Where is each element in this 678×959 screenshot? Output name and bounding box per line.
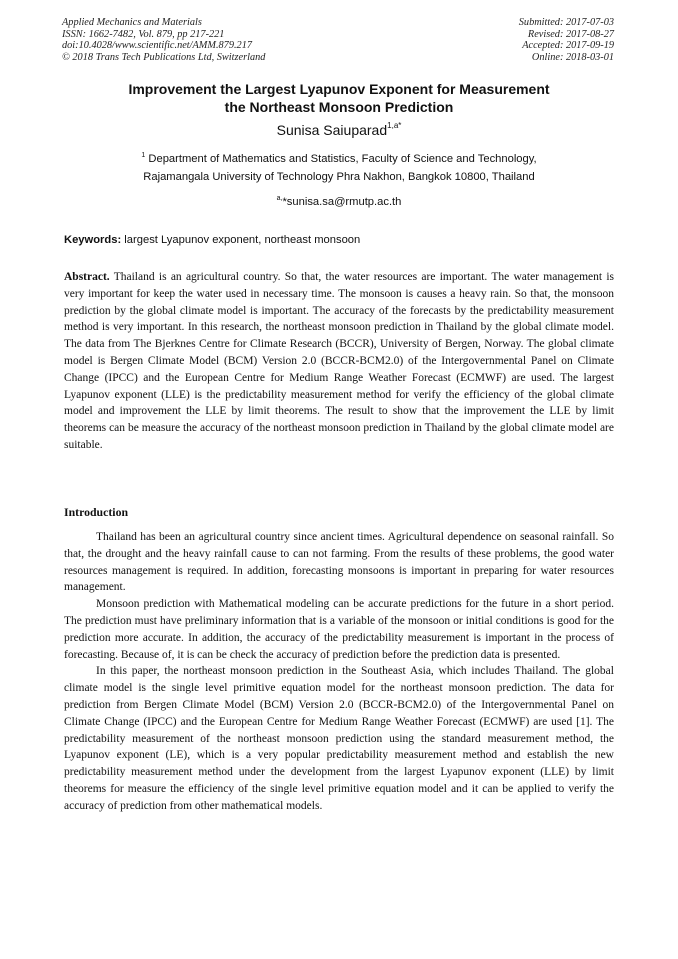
affiliation-line-1: Department of Mathematics and Statistics, Faculty of Science and Technology, [145, 153, 537, 165]
affiliation-line-2: Rajamangala University of Technology Phra Nakhon, Bangkok 10800, Thailand [143, 171, 535, 183]
affiliation-mark: 1 [141, 152, 146, 159]
author-name: Sunisa Saiuparad [276, 122, 388, 138]
intro-paragraph-2: Monsoon prediction with Mathematical modeling can be accurate predictions for the future in a short period. The prediction must have preliminary information that is a variable of the monsoon or initial conditions is good for the prediction more accurate. In addition, the accuracy of the predictability measurement is important in the process of forecasting. Because of, it is can be check the accuracy of prediction before the prediction data is presented. [64, 598, 614, 661]
keywords-text: largest Lyapunov exponent, northeast monsoon [121, 234, 361, 246]
title-line-2: the Northeast Monsoon Prediction [224, 99, 454, 115]
author-line [64, 121, 614, 139]
paper-title [64, 80, 614, 116]
journal-header-left [62, 17, 265, 63]
intro-paragraph-3: In this paper, the northeast monsoon prediction in the Southeast Asia, which includes Thailand. The global climate model is the single level primitive equation model for the northeast monsoon prediction. The data for prediction from Bergen Climate Model (BCM) Version 2.0 (BCCR-BCM2.0) of the Intergovernmental Panel on Climate Change (IPCC) and the European Centre for Medium Range Weather Forecast (ECMWF) are used [1]. The predictability measurement of the northeast monsoon prediction using the standard measurement method, the Lyapunov exponent (LE), which is a very popular predictability measurement method and establish the new predictability measurement method under the development from the largest Lyapunov exponent (LLE) by limit theorems for measure the efficiency of the single level primitive equation model and it can be applied to verify the accuracy of prediction from other mathematical models. [64, 665, 614, 812]
introduction-heading: Introduction [64, 505, 129, 519]
title-line-1: Improvement the Largest Lyapunov Exponent for Measurement [128, 81, 550, 97]
keywords-label: Keywords: [64, 234, 122, 246]
journal-copyright: © 2018 Trans Tech Publications Ltd, Switzerland [62, 51, 266, 63]
date-online: Online: 2018-03-01 [531, 51, 614, 63]
date-submitted: Submitted: 2017-07-03 [518, 17, 614, 28]
date-accepted: Accepted: 2017-09-19 [522, 40, 614, 52]
journal-doi: doi:10.4028/www.scientific.net/AMM.879.217 [62, 40, 252, 52]
email-mark: a, [276, 195, 283, 202]
abstract-text: Thailand is an agricultural country. So that, the water resources are important. The water management is very important for keep the water used in necessary time. The monsoon is causes a heavy rain. So that, the monsoon prediction by the global climate model is important. The accuracy of the forecasts by the predictability measurement method is very important. In this research, the northeast monsoon prediction in Thailand by the global climate model. The data from The Bjerknes Centre for Climate Research (BCCR), University of Bergen, Norway. The global climate model is Bergen Climate Model (BCM) Version 2.0 (BCCR-BCM2.0) of the Intergovernmental Panel on Climate Change (IPCC) and the European Centre for Medium Range Weather Forecast (ECMWF) are used. The largest Lyapunov exponent (LLE) is the predictability measurement method for verify the efficiency of the global climate model and improvement the LLE by limit theorems. The result to show that the improvement the LLE by limit theorems can be measure the accuracy of the northeast monsoon prediction in Thailand by the global climate model are suitable. [64, 271, 614, 451]
journal-issn: ISSN: 1662-7482, Vol. 879, pp 217-221 [62, 28, 225, 40]
date-revised: Revised: 2017-08-27 [527, 28, 614, 40]
journal-header-right [519, 17, 614, 63]
intro-paragraph-1: Thailand has been an agricultural country since ancient times. Agricultural dependence on seasonal rainfall. So that, the drought and the heavy rainfall cause to can not farming. From the results of these problems, the good water resources management is required. In addition, forecasting monsoons is important in preparing for water resources management. [64, 531, 614, 594]
email-address: *sunisa.sa@rmutp.ac.th [282, 196, 402, 208]
introduction-body [64, 529, 614, 815]
email-line [64, 194, 614, 210]
journal-name: Applied Mechanics and Materials [62, 17, 202, 28]
abstract-label: Abstract. [64, 271, 110, 283]
affiliation [64, 150, 614, 186]
author-marks: 1,a* [387, 121, 402, 130]
abstract [64, 269, 614, 454]
keywords [64, 232, 614, 248]
